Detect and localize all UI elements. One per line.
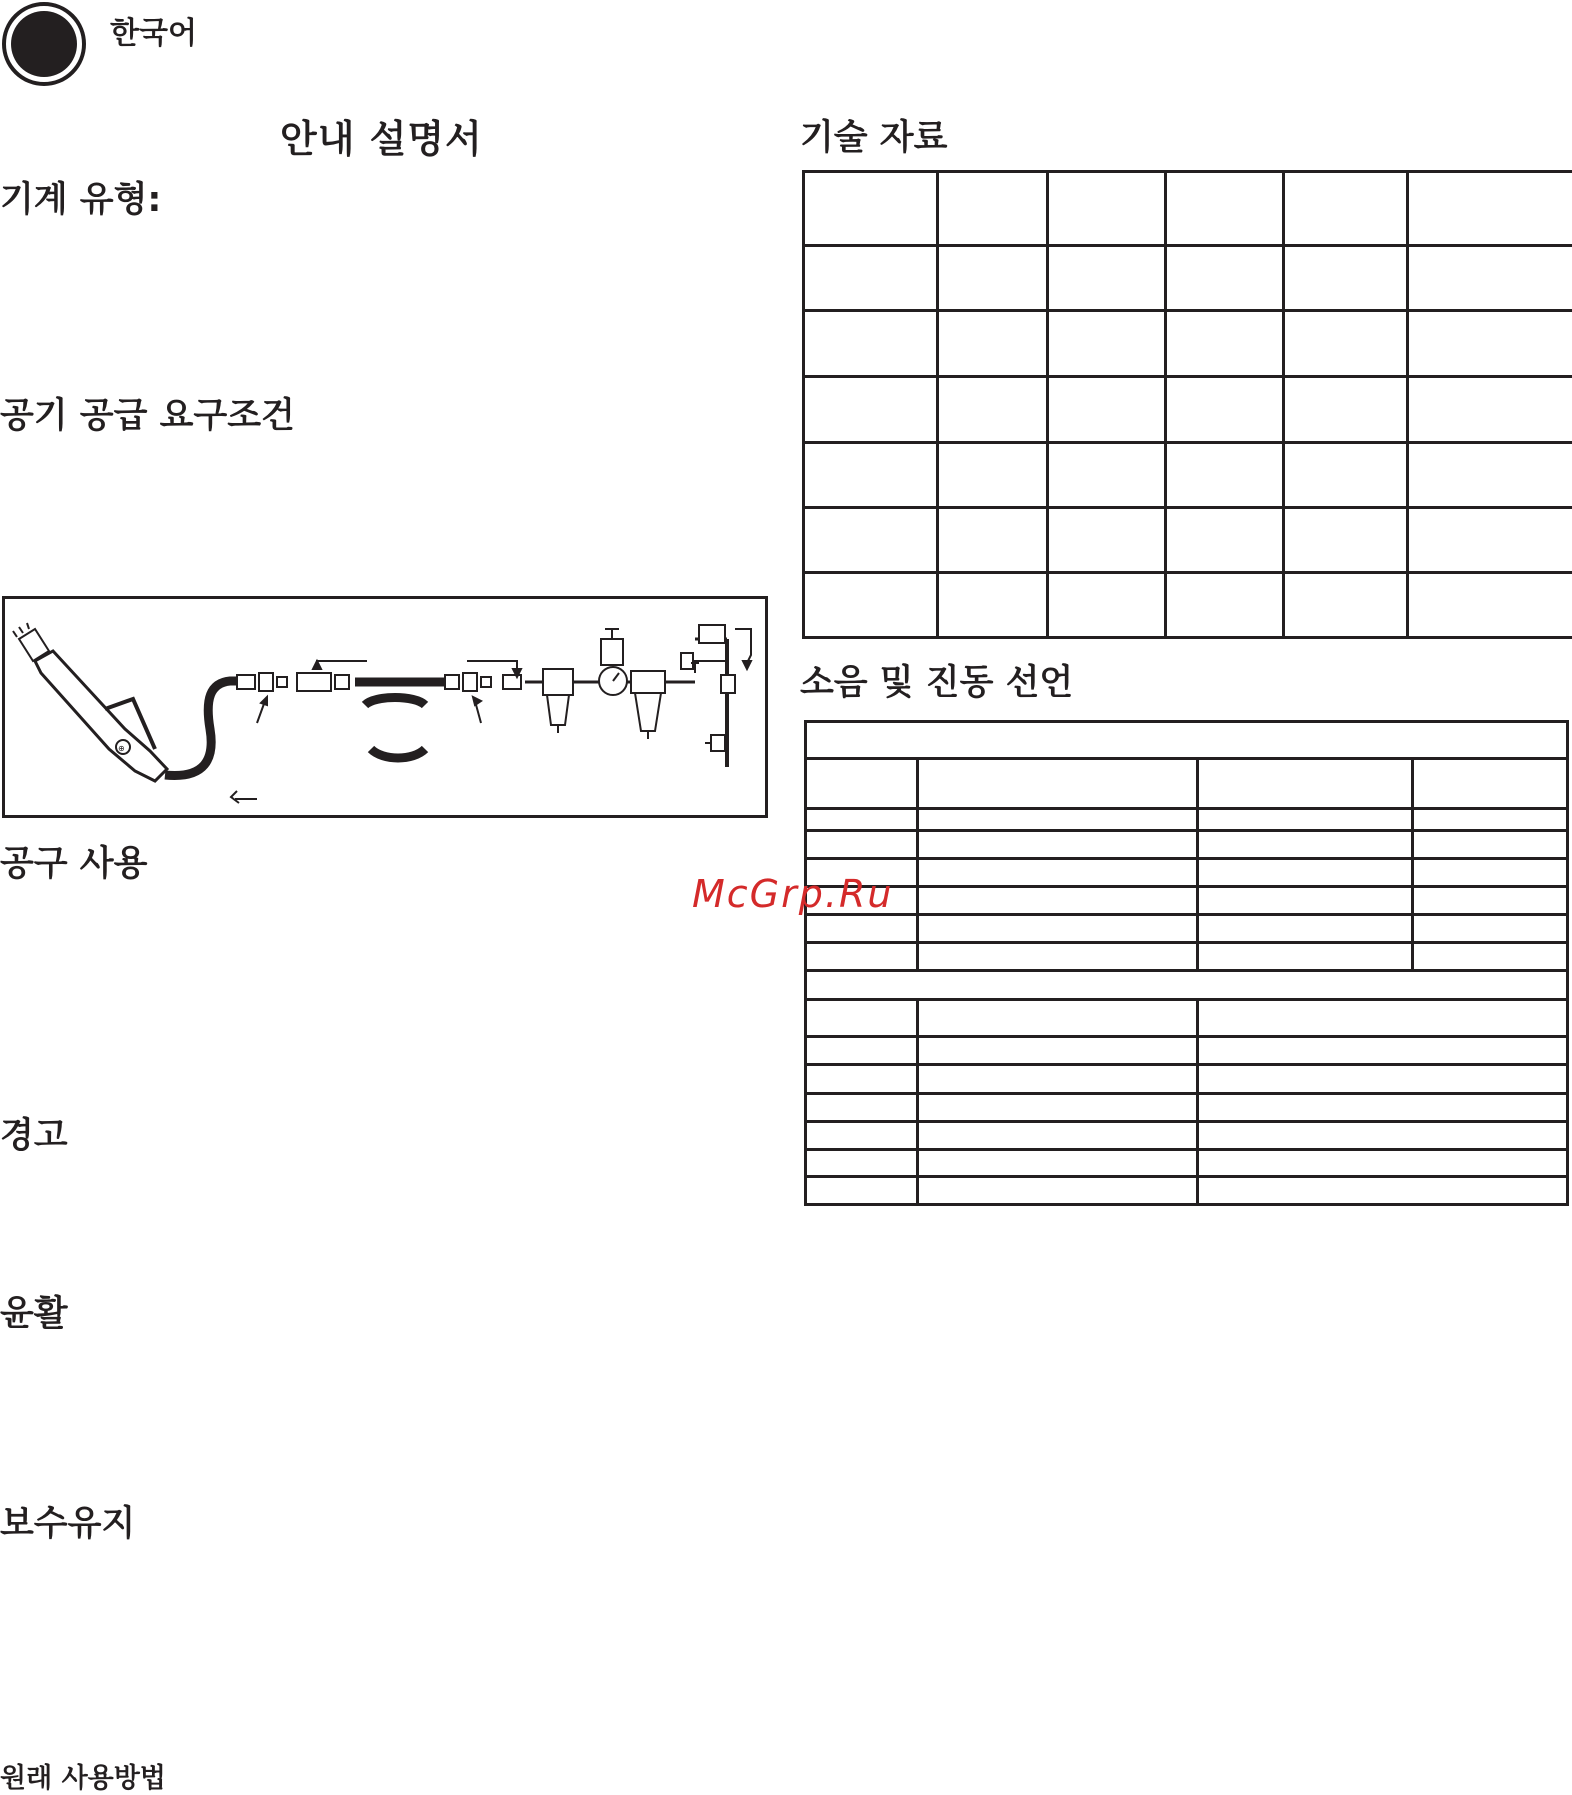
- table-row: [806, 1000, 1568, 1036]
- machine-type-heading: 기계 유형:: [0, 172, 161, 222]
- table-row: [806, 809, 1568, 831]
- air-supply-heading: 공기 공급 요구조건: [0, 388, 295, 438]
- page-title: 안내 설명서: [280, 108, 483, 163]
- table-row: [806, 915, 1568, 943]
- table-row: [806, 759, 1568, 809]
- table-row: [804, 172, 1572, 246]
- table-row: [804, 246, 1572, 311]
- noise-vibration-heading: 소음 및 진동 선언: [800, 655, 1073, 705]
- table-row: [806, 1149, 1568, 1176]
- warning-heading: 경고: [0, 1108, 68, 1158]
- language-label: 한국어: [110, 8, 197, 52]
- lubrication-heading: 윤활: [0, 1286, 68, 1336]
- table-row: [806, 1176, 1568, 1204]
- table-row: [806, 1036, 1568, 1064]
- table-row: [804, 573, 1572, 638]
- tool-use-heading: 공구 사용: [0, 836, 147, 886]
- grinder-tool-icon: [13, 623, 167, 781]
- technical-data-heading: 기술 자료: [800, 110, 947, 160]
- table-row: [806, 722, 1568, 759]
- table-row: [806, 859, 1568, 887]
- table-row: [806, 887, 1568, 915]
- table-row: [806, 831, 1568, 859]
- table-row: [804, 311, 1572, 377]
- table-row: [806, 1064, 1568, 1093]
- table-row: [806, 971, 1568, 1000]
- maintenance-heading: 보수유지: [0, 1496, 135, 1546]
- watermark-link[interactable]: McGrp.Ru: [692, 872, 893, 916]
- coupler-icon: [237, 673, 349, 691]
- valve-icon: [681, 625, 751, 767]
- hose-icon: [165, 681, 237, 776]
- language-badge-icon: [2, 2, 86, 86]
- noise-vibration-table: [804, 720, 1569, 1206]
- table-row: [806, 1093, 1568, 1121]
- technical-data-table: [802, 170, 1572, 639]
- table-row: [804, 377, 1572, 443]
- table-row: [804, 508, 1572, 573]
- table-row: [806, 1121, 1568, 1149]
- air-line-diagram: [2, 596, 768, 818]
- table-row: [804, 443, 1572, 508]
- air-line-diagram-svg: [5, 599, 765, 815]
- svg-text:⊕: ⊕: [118, 744, 125, 753]
- original-instructions-heading: 원래 사용방법: [0, 1756, 166, 1795]
- table-row: [806, 943, 1568, 971]
